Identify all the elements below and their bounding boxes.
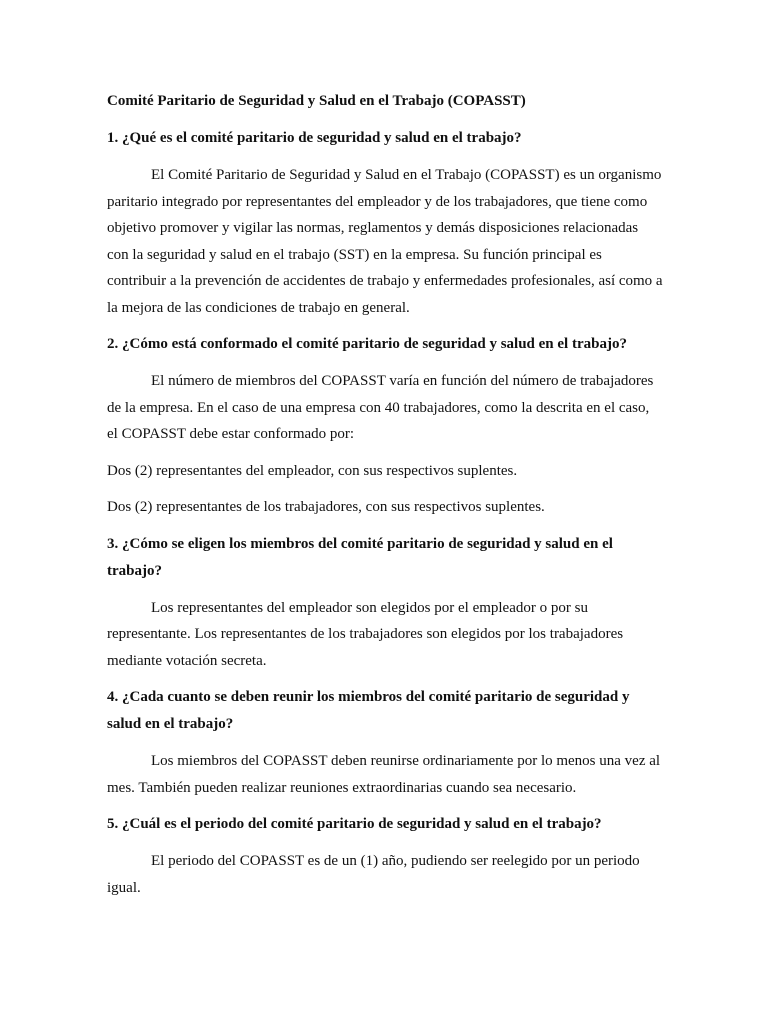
answer-3: Los representantes del empleador son elegidos por el empleador o por su representante. Los representantes de los trabajadores son elegidos por los trabajadores mediante votación secreta. xyxy=(107,599,624,669)
document-title: Comité Paritario de Seguridad y Salud en el Trabajo (COPASST) xyxy=(107,93,526,109)
question-1: 1. ¿Qué es el comité paritario de seguridad y salud en el trabajo? xyxy=(107,130,522,146)
document-page xyxy=(107,88,663,911)
answer-2: El número de miembros del COPASST varía en función del número de trabajadores de la empresa. En el caso de una empresa con 40 trabajadores, como la descrita en el caso, el COPASST debe estar conformado por: xyxy=(107,373,654,442)
question-2: 2. ¿Cómo está conformado el comité paritario de seguridad y salud en el trabajo? xyxy=(107,336,627,352)
question-4: 4. ¿Cada cuanto se deben reunir los miembros del comité paritario de seguridad y salud en el trabajo? xyxy=(107,689,630,732)
list-item: Dos (2) representantes de los trabajadores, con sus respectivos suplentes. xyxy=(107,499,545,515)
question-3: 3. ¿Cómo se eligen los miembros del comité paritario de seguridad y salud en el trabajo? xyxy=(107,535,613,579)
answer-4: Los miembros del COPASST deben reunirse ordinariamente por lo menos una vez al mes. También pueden realizar reuniones extraordinarias cuando sea necesario. xyxy=(107,753,661,796)
answer-1: El Comité Paritario de Seguridad y Salud en el Trabajo (COPASST) es un organismo paritario integrado por representantes del empleador y de los trabajadores, que tiene como objetivo promover y vigilar las normas, reglamentos y demás disposiciones relacionadas con la seguridad y salud en el trabajo (SST) en la empresa. Su función principal es contribuir a la prevención de accidentes de trabajo y enfermedades profesionales, así como a la mejora de las condiciones de trabajo en general. xyxy=(107,167,663,316)
list-item: Dos (2) representantes del empleador, con sus respectivos suplentes. xyxy=(107,462,518,479)
answer-5: El periodo del COPASST es de un (1) año, pudiendo ser reelegido por un periodo igual. xyxy=(107,853,640,896)
question-5: 5. ¿Cuál es el periodo del comité paritario de seguridad y salud en el trabajo? xyxy=(107,816,602,832)
